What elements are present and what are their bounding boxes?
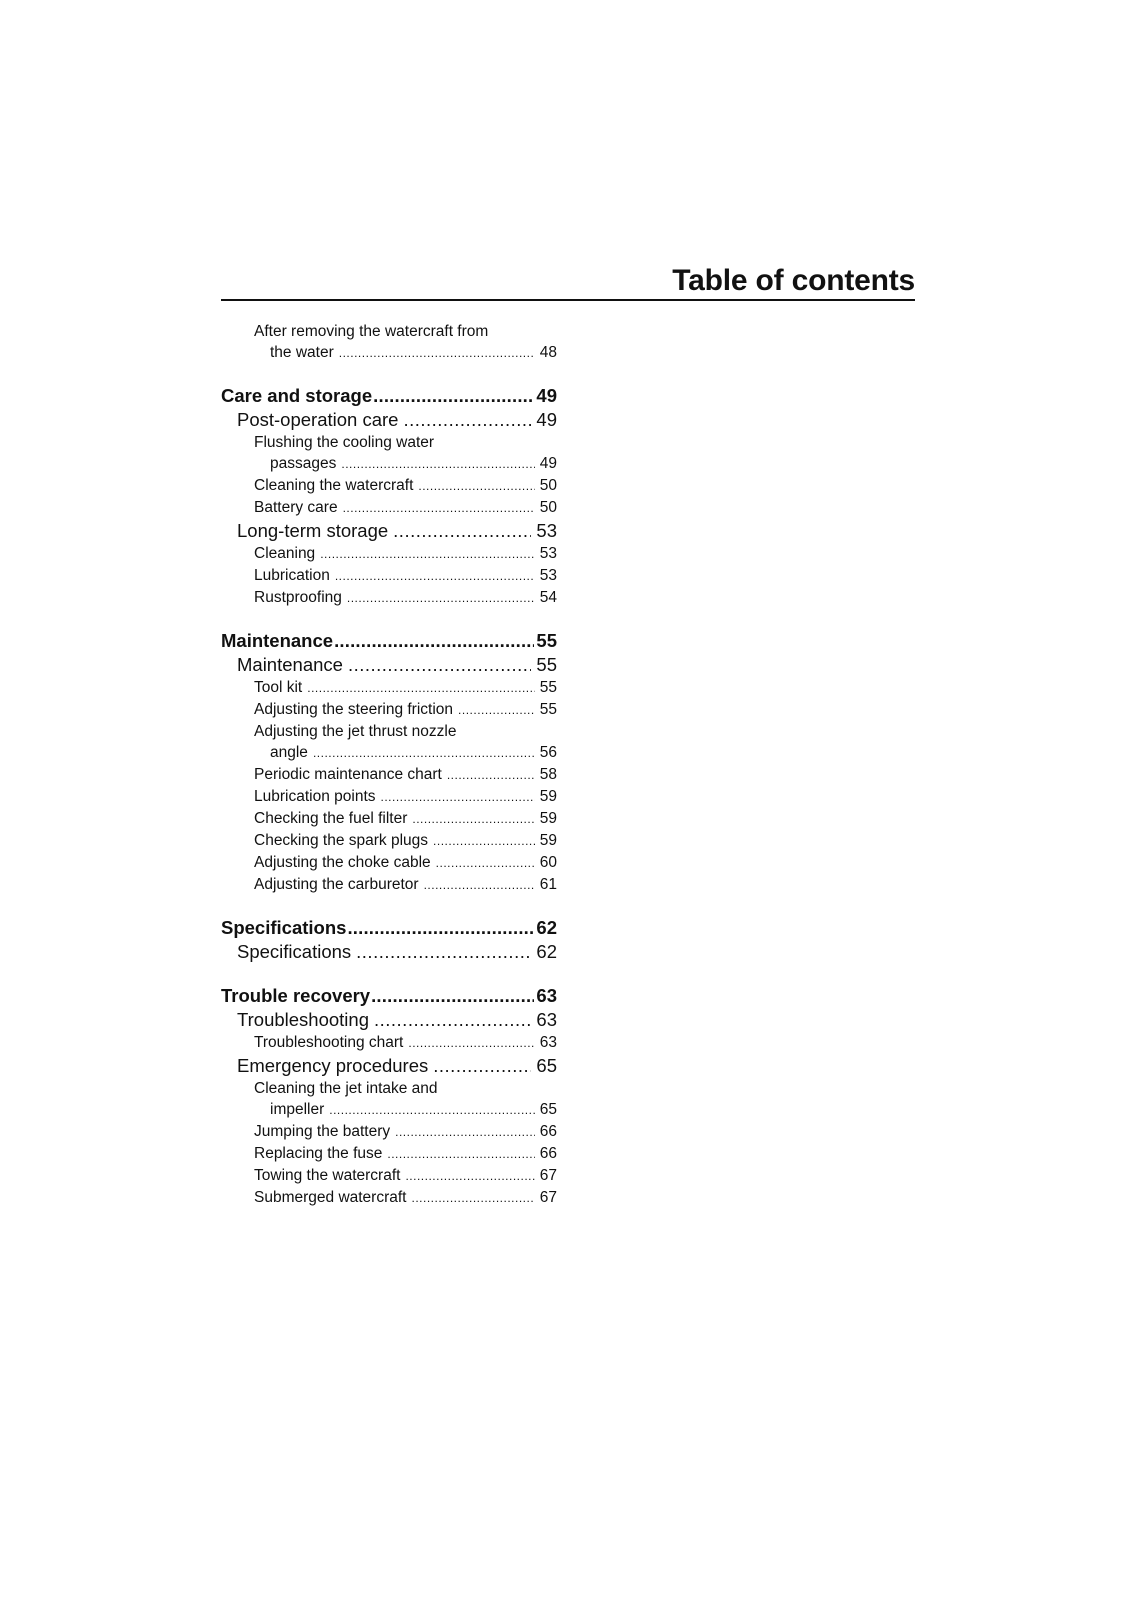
toc-entry-label: passages bbox=[270, 455, 337, 472]
dot-leader bbox=[335, 566, 535, 587]
toc-entry-jumping-battery[interactable] bbox=[221, 1121, 557, 1143]
toc-entry-cleaning-watercraft[interactable] bbox=[221, 475, 557, 497]
toc-entry-label: Cleaning bbox=[254, 545, 316, 562]
toc-entry-label: Troubleshooting bbox=[237, 1009, 369, 1030]
toc-entry-maintenance[interactable] bbox=[221, 653, 557, 677]
toc-entry-label: Replacing the fuse bbox=[254, 1145, 383, 1162]
toc-entry-label: Adjusting the jet thrust nozzle bbox=[254, 723, 457, 740]
dot-leader bbox=[339, 343, 535, 364]
toc-page-number: 59 bbox=[539, 810, 557, 827]
toc-entry-long-term-storage[interactable] bbox=[221, 519, 557, 543]
toc-page-number: 66 bbox=[539, 1145, 557, 1162]
dot-leader bbox=[356, 940, 531, 964]
dot-leader bbox=[307, 678, 535, 699]
toc-page-number: 55 bbox=[536, 630, 557, 651]
toc-page-number: 54 bbox=[539, 589, 557, 606]
toc-page-number: 50 bbox=[539, 499, 557, 516]
dot-leader bbox=[381, 787, 535, 808]
toc-entry-label: Periodic maintenance chart bbox=[254, 766, 442, 783]
dot-leader bbox=[343, 498, 535, 519]
dot-leader bbox=[447, 765, 535, 786]
toc-section-maintenance bbox=[221, 629, 557, 896]
toc-page-number: 66 bbox=[539, 1123, 557, 1140]
dot-leader bbox=[436, 853, 535, 874]
toc-chapter-specifications[interactable] bbox=[221, 916, 557, 940]
toc-entry-choke-cable[interactable] bbox=[221, 852, 557, 874]
dot-leader bbox=[395, 1122, 535, 1143]
page-title: Table of contents bbox=[672, 264, 915, 297]
toc-entry-flushing-cont[interactable] bbox=[221, 453, 557, 475]
title-divider bbox=[221, 299, 915, 301]
toc-page-number: 50 bbox=[539, 477, 557, 494]
toc-entry-jet-nozzle-cont[interactable] bbox=[221, 742, 557, 764]
toc-page-number: 55 bbox=[539, 701, 557, 718]
dot-leader bbox=[408, 1033, 534, 1054]
toc-chapter-trouble-recovery[interactable] bbox=[221, 984, 557, 1008]
dot-leader bbox=[458, 700, 535, 721]
toc-entry-label: Towing the watercraft bbox=[254, 1167, 401, 1184]
dot-leader bbox=[347, 588, 535, 609]
toc-entry-tool-kit[interactable] bbox=[221, 677, 557, 699]
toc-page-number: 49 bbox=[536, 385, 557, 406]
dot-leader bbox=[418, 476, 534, 497]
toc-section-specifications bbox=[221, 916, 557, 964]
toc-entry-label: Troubleshooting chart bbox=[254, 1034, 404, 1051]
toc-entry-label: Adjusting the steering friction bbox=[254, 701, 454, 718]
dot-leader bbox=[347, 916, 534, 940]
toc-entry-label: Checking the fuel filter bbox=[254, 810, 408, 827]
toc-chapter-maintenance[interactable] bbox=[221, 629, 557, 653]
toc-entry-jet-intake[interactable] bbox=[221, 1078, 557, 1099]
toc-chapter-label: Care and storage bbox=[221, 385, 373, 406]
toc-entry-submerged[interactable] bbox=[221, 1187, 557, 1209]
toc-entry-label: Checking the spark plugs bbox=[254, 832, 429, 849]
toc-entry-label: Long-term storage bbox=[237, 520, 389, 541]
dot-leader bbox=[433, 831, 535, 852]
toc-entry-troubleshooting[interactable] bbox=[221, 1008, 557, 1032]
toc-entry-label: After removing the watercraft from bbox=[254, 323, 489, 340]
toc-entry-label: Lubrication points bbox=[254, 788, 376, 805]
toc-page-number: 62 bbox=[536, 941, 557, 962]
dot-leader bbox=[412, 809, 534, 830]
toc-page-number: 60 bbox=[539, 854, 557, 871]
toc-page-number: 67 bbox=[539, 1167, 557, 1184]
toc-entry-label: Cleaning the watercraft bbox=[254, 477, 414, 494]
toc-page-number: 59 bbox=[539, 788, 557, 805]
toc-page-number: 48 bbox=[539, 344, 557, 361]
toc-page-number: 65 bbox=[536, 1055, 557, 1076]
toc-section-care-storage bbox=[221, 384, 557, 609]
toc-entry-steering-friction[interactable] bbox=[221, 699, 557, 721]
toc-entry-flushing[interactable] bbox=[221, 432, 557, 453]
toc-entry-specifications[interactable] bbox=[221, 940, 557, 964]
toc-entry-carburetor[interactable] bbox=[221, 874, 557, 896]
dot-leader bbox=[329, 1100, 534, 1121]
toc-page-number: 59 bbox=[539, 832, 557, 849]
toc-entry-post-operation-care[interactable] bbox=[221, 408, 557, 432]
toc-entry-label: Adjusting the choke cable bbox=[254, 854, 431, 871]
toc-page-number: 63 bbox=[536, 985, 557, 1006]
toc-entry-lubrication-points[interactable] bbox=[221, 786, 557, 808]
dot-leader bbox=[374, 1008, 531, 1032]
dot-leader bbox=[424, 875, 535, 896]
toc-page-number: 56 bbox=[539, 744, 557, 761]
toc-entry-label: the water bbox=[270, 344, 334, 361]
toc-entry-label: Rustproofing bbox=[254, 589, 342, 606]
dot-leader bbox=[433, 1054, 531, 1078]
toc-page-number: 63 bbox=[536, 1009, 557, 1030]
table-of-contents bbox=[221, 321, 557, 1209]
dot-leader bbox=[373, 384, 534, 408]
toc-entry-label: angle bbox=[270, 744, 308, 761]
toc-entry-troubleshooting-chart[interactable] bbox=[221, 1032, 557, 1054]
toc-entry-towing[interactable] bbox=[221, 1165, 557, 1187]
toc-entry-after-removing[interactable] bbox=[221, 321, 557, 342]
toc-chapter-label: Specifications bbox=[221, 917, 347, 938]
dot-leader bbox=[341, 454, 534, 475]
toc-page-number: 53 bbox=[536, 520, 557, 541]
toc-entry-label: Battery care bbox=[254, 499, 338, 516]
toc-entry-label: Flushing the cooling water bbox=[254, 434, 435, 451]
toc-page-number: 53 bbox=[539, 567, 557, 584]
toc-entry-label: Specifications bbox=[237, 941, 352, 962]
toc-entry-label: Post-operation care bbox=[237, 409, 399, 430]
toc-chapter-care-storage[interactable] bbox=[221, 384, 557, 408]
toc-page-number: 49 bbox=[536, 409, 557, 430]
toc-entry-replacing-fuse[interactable] bbox=[221, 1143, 557, 1165]
dot-leader bbox=[334, 629, 534, 653]
toc-entry-label: Emergency procedures bbox=[237, 1055, 429, 1076]
toc-page-number: 53 bbox=[539, 545, 557, 562]
toc-entry-after-removing-cont[interactable] bbox=[221, 342, 557, 364]
dot-leader bbox=[348, 653, 531, 677]
toc-chapter-label: Maintenance bbox=[221, 630, 334, 651]
toc-entry-jet-nozzle[interactable] bbox=[221, 721, 557, 742]
toc-entry-label: Lubrication bbox=[254, 567, 330, 584]
toc-entry-label: Cleaning the jet intake and bbox=[254, 1080, 438, 1097]
toc-page-number: 65 bbox=[539, 1101, 557, 1118]
toc-entry-emergency-procedures[interactable] bbox=[221, 1054, 557, 1078]
toc-entry-battery-care[interactable] bbox=[221, 497, 557, 519]
toc-entry-cleaning[interactable] bbox=[221, 543, 557, 565]
dot-leader bbox=[405, 1166, 534, 1187]
toc-entry-label: Jumping the battery bbox=[254, 1123, 391, 1140]
toc-entry-spark-plugs[interactable] bbox=[221, 830, 557, 852]
dot-leader bbox=[403, 408, 531, 432]
toc-entry-jet-intake-cont[interactable] bbox=[221, 1099, 557, 1121]
dot-leader bbox=[387, 1144, 534, 1165]
toc-page-number: 61 bbox=[539, 876, 557, 893]
toc-entry-rustproofing[interactable] bbox=[221, 587, 557, 609]
toc-entry-label: Maintenance bbox=[237, 654, 343, 675]
toc-entry-lubrication[interactable] bbox=[221, 565, 557, 587]
toc-page-number: 49 bbox=[539, 455, 557, 472]
toc-entry-label: impeller bbox=[270, 1101, 325, 1118]
toc-page-number: 67 bbox=[539, 1189, 557, 1206]
toc-entry-periodic-chart[interactable] bbox=[221, 764, 557, 786]
dot-leader bbox=[320, 544, 535, 565]
toc-page-number: 55 bbox=[539, 679, 557, 696]
toc-chapter-label: Trouble recovery bbox=[221, 985, 371, 1006]
toc-entry-fuel-filter[interactable] bbox=[221, 808, 557, 830]
toc-entry-label: Adjusting the carburetor bbox=[254, 876, 419, 893]
dot-leader bbox=[371, 984, 534, 1008]
toc-entry-label: Tool kit bbox=[254, 679, 303, 696]
toc-entry-label: Submerged watercraft bbox=[254, 1189, 407, 1206]
toc-page-number: 55 bbox=[536, 654, 557, 675]
dot-leader bbox=[412, 1188, 535, 1209]
toc-page-number: 58 bbox=[539, 766, 557, 783]
toc-page-number: 63 bbox=[539, 1034, 557, 1051]
dot-leader bbox=[393, 519, 531, 543]
dot-leader bbox=[313, 743, 535, 764]
toc-section-trouble-recovery bbox=[221, 984, 557, 1209]
toc-page-number: 62 bbox=[536, 917, 557, 938]
